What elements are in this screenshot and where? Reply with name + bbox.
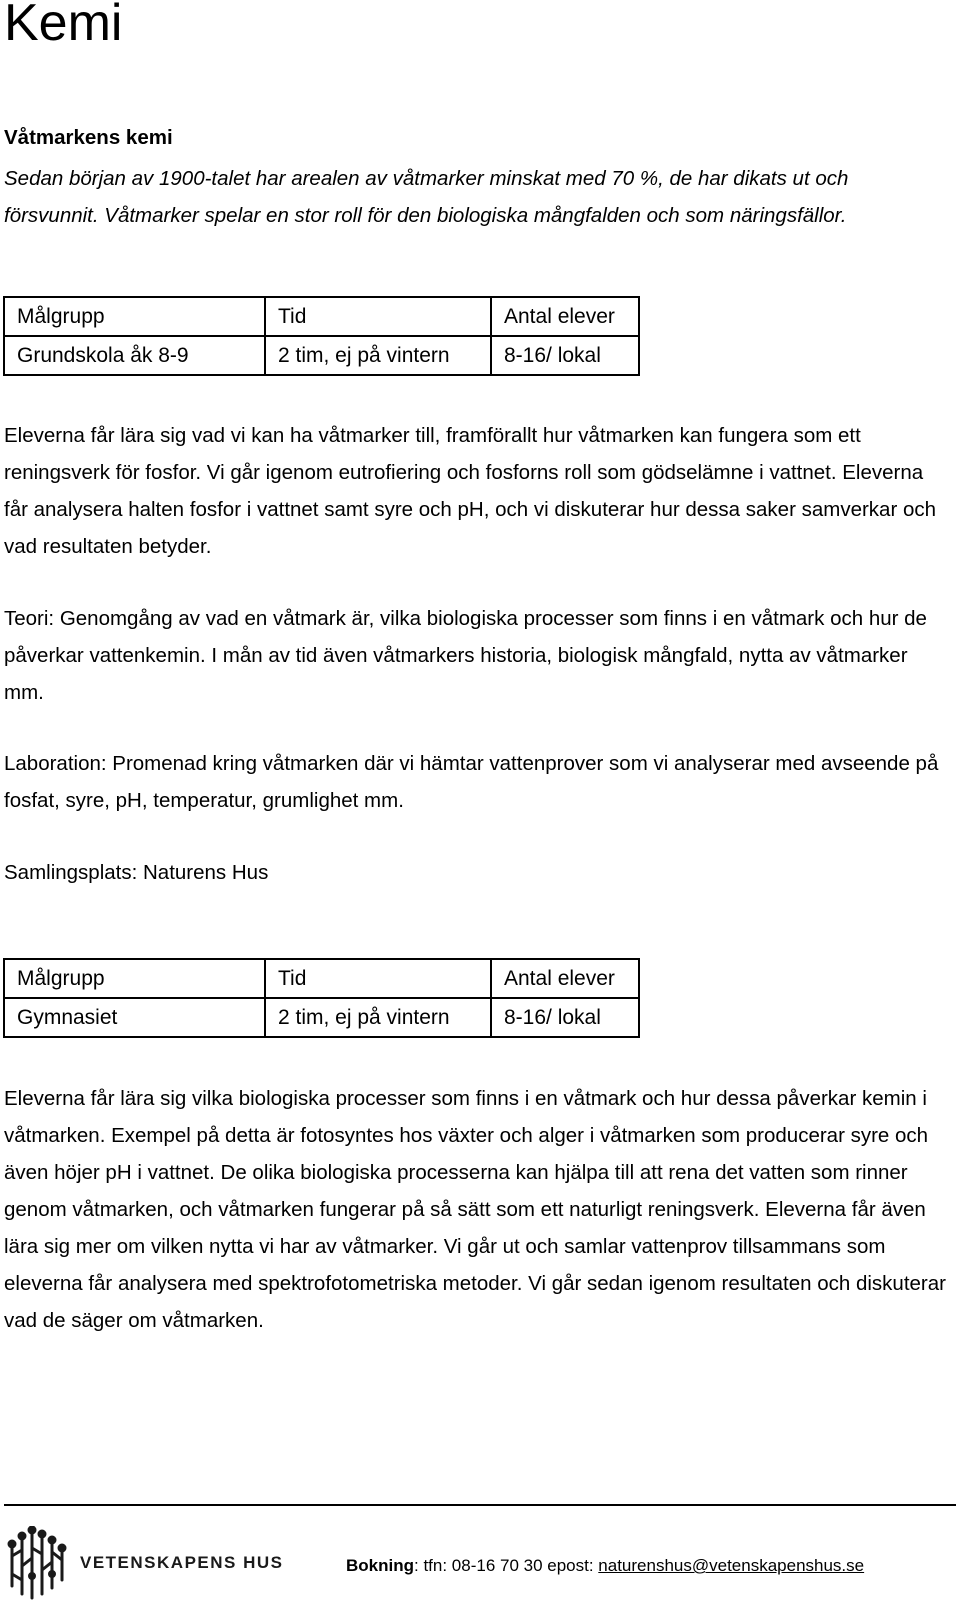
header-antal-elever: Antal elever bbox=[491, 297, 639, 336]
cell-antal-elever: 8-16/ lokal bbox=[491, 336, 639, 375]
footer-divider bbox=[4, 1504, 956, 1506]
booking-label: Bokning bbox=[346, 1556, 414, 1575]
info-table-grundskola bbox=[3, 296, 640, 376]
grundskola-description: Eleverna får lära sig vad vi kan ha våtmarker till, framförallt hur våtmarken kan fungera som ett reningsverk för fosfor. Vi går igenom eutrofiering och fosforns roll som gödselämne i vattnet. Eleverna får analysera halten fosfor i vattnet samt syre och pH, och vi diskuterar hur dessa saker samverkar och vad resultaten betyder. bbox=[4, 424, 937, 558]
teori-paragraph: Teori: Genomgång av vad en våtmark är, vilka biologiska processer som finns i en våtmark och hur de påverkar vattenkemin. I mån av tid även våtmarkers historia, biologisk mångfald, nytta av våtmarker mm. bbox=[4, 607, 927, 704]
gymnasiet-description: Eleverna får lära sig vilka biologiska processer som finns i en våtmark och hur dessa påverkar kemin i våtmarken. Exempel på detta är fotosyntes hos växter och alger i våtmarken som producerar syre och även höjer pH i vattnet. De olika biologiska processerna kan hjälpa till att rena det vatten som rinner genom våtmarken, och våtmarken fungerar på så sätt som ett naturligt reningsverk. Eleverna får även lära sig mer om vilken nytta vi har av våtmarker. Vi går ut och samlar vattenprov tillsammans som eleverna får analysera med spektrofotometriska metoder. Vi går sedan igenom resultaten och diskuterar vad de säger om våtmarken. bbox=[4, 1087, 946, 1332]
booking-email-link[interactable]: naturenshus@vetenskapenshus.se bbox=[598, 1556, 865, 1575]
booking-details: : tfn: 08-16 70 30 epost: bbox=[414, 1556, 599, 1575]
cell-tid: 2 tim, ej på vintern bbox=[265, 998, 491, 1037]
page-title: Kemi bbox=[4, 0, 123, 52]
booking-line bbox=[346, 1556, 864, 1576]
cell-tid: 2 tim, ej på vintern bbox=[265, 336, 491, 375]
table-row bbox=[4, 998, 639, 1037]
logo-text: VETENSKAPENS HUS bbox=[80, 1553, 284, 1572]
cell-malgrupp: Grundskola åk 8-9 bbox=[4, 336, 265, 375]
cell-antal-elever: 8-16/ lokal bbox=[491, 998, 639, 1037]
section-heading: Våtmarkens kemi bbox=[4, 126, 173, 149]
header-malgrupp: Målgrupp bbox=[4, 297, 265, 336]
header-antal-elever: Antal elever bbox=[491, 959, 639, 998]
table-header-row bbox=[4, 959, 639, 998]
tree-network-logo-icon bbox=[4, 1526, 70, 1600]
table-header-row bbox=[4, 297, 639, 336]
header-tid: Tid bbox=[265, 297, 491, 336]
laboration-paragraph: Laboration: Promenad kring våtmarken där vi hämtar vattenprover som vi analyserar med avseende på fosfat, syre, pH, temperatur, grumlighet mm. bbox=[4, 752, 939, 812]
samlingsplats-paragraph: Samlingsplats: Naturens Hus bbox=[4, 861, 269, 884]
header-malgrupp: Målgrupp bbox=[4, 959, 265, 998]
info-table-gymnasiet bbox=[3, 958, 640, 1038]
cell-malgrupp: Gymnasiet bbox=[4, 998, 265, 1037]
intro-text: Sedan början av 1900-talet har arealen av våtmarker minskat med 70 %, de har dikats ut och försvunnit. Våtmarker spelar en stor roll för den biologiska mångfalden och som näringsfällor. bbox=[4, 167, 849, 227]
header-tid: Tid bbox=[265, 959, 491, 998]
table-row bbox=[4, 336, 639, 375]
